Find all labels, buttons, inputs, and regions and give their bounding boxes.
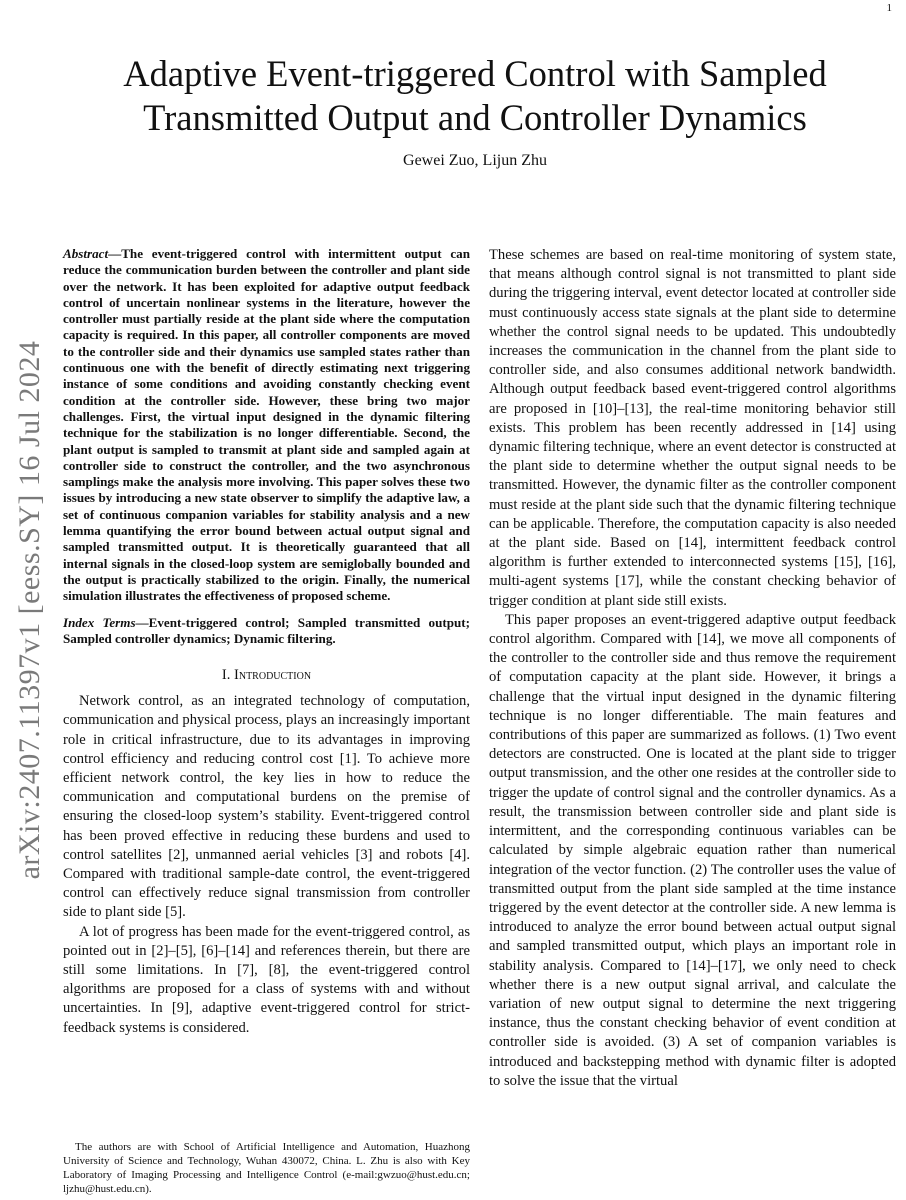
abstract-label: Abstract <box>63 246 109 261</box>
paper-title-line-1: Adaptive Event-triggered Control with Sampled <box>123 53 827 94</box>
intro-paragraph-4: This paper proposes an event-triggered adaptive output feedback control algorithm. Compared with [14], we move all components of the controller to the controller side and thus remove the requirement of computation capacity at the plant side. However, it brings a challenge that the virtual input designed in the dynamic filtering technique is no longer differentiable. The main features and contributions of this paper are summarized as follows. (1) Two event detectors are constructed. One is located at the plant side to trigger output transmission, and the other one resides at the controller side to trigger the update of control signal and the controller dynamics. As a result, the transmission between controller side and plant side is intermittent, and the corresponding continuous variables can be calculated by simple algebraic equation rather than numerical integration of the vector function. (2) The controller uses the value of transmitted output from the plant side sampled at the time instance triggered by the event detector at the controller side. A new lemma is introduced to analyze the error bound between actual output signal and sampled transmitted output, which plays an important role in stability analysis. Compared to [14]–[17], we only need to check whether there is a new output signal arrival, and calculate the variation of new output signal to determine the next triggering instance, thus the constant checking behavior of event condition at controller side is avoided. (3) A set of companion variables is introduced and backstepping method with dynamic filter is adopted to solve the issue that the virtual <box>489 611 896 1089</box>
intro-paragraph-1: Network control, as an integrated technology of computation, communication and physical process, plays an increasingly important role in critical infrastructure, due to its advantages in improving control efficiency and reducing control cost [1]. To achieve more efficient network control, the key lies in how to reduce the communication and computational burdens on the premise of ensuring the closed-loop system’s stability. Event-triggered control has been proved effective in reducing these burdens and used to control satellites [2], unmanned aerial vehicles [3] and robots [4]. Compared with traditional sample-date control, the event-triggered control can effectively reduce signal transmission from controller side to plant side [5]. <box>63 693 470 921</box>
abstract-text: —The event-triggered control with intermittent output can reduce the communication burden between the controller and plant side over the network. It has been exploited for adaptive output feedback control of uncertain nonlinear systems in the literature, however the controller must partially reside at the plant side where the computation capacity is required. In this paper, all controller components are moved to the controller side and their dynamics use sampled states rather than continuous one with the benefit of directly estimating next triggering instance of some conditions and avoiding constantly checking event condition at the controller side. However, these bring two major challenges. First, the virtual input designed in the dynamic filtering technique for the stabilization is no longer differentiable. Second, the plant output is sampled to transmit at plant side and sampled again at controller side to construct the controller, and the two asynchronous samplings make the analysis more involving. This paper solves these two issues by introducing a new state observer to simplify the adaptive law, a set of continuous companion variables for stability analysis and a new lemma quantifying the error bound between actual output signal and sampled transmitted output. It is theoretically guaranteed that all internal signals in the closed-loop system are semiglobally bounded and the output is practically stabilized to the origin. Finally, the numerical simulation illustrates the effectiveness of proposed scheme. <box>63 246 470 604</box>
paper-title-line-2: Transmitted Output and Controller Dynamics <box>143 97 807 138</box>
abstract <box>63 246 470 605</box>
section-number: I. <box>221 667 235 684</box>
paper-title <box>60 52 890 140</box>
page-number: 1 <box>886 2 892 14</box>
section-title: Introduction <box>234 667 312 684</box>
index-terms <box>63 615 470 648</box>
author-affiliation-footnote: The authors are with School of Artificial Intelligence and Automation, Huazhong University of Science and Technology, Wuhan 430072, China. L. Zhu is also with Key Laboratory of Imaging Processing and Intelligence Control (e-mail:gwzuo@hust.edu.cn; ljzhu@hust.edu.cn). <box>63 1141 470 1195</box>
index-terms-text: —Event-triggered control; Sampled transmitted output; Sampled controller dynamics; Dynamic filtering. <box>63 614 471 646</box>
author-list: Gewei Zuo, Lijun Zhu <box>403 152 547 169</box>
index-terms-label: Index Terms <box>63 614 136 630</box>
intro-paragraph-3: These schemes are based on real-time monitoring of system state, that means although control signal is not transmitted to plant side during the triggering interval, event detector located at controller side must continuously access state signals at the plant side to determine whether the control signal needs to be updated. This undoubtedly increases the communication in the channel from the plant side to controller side, and also consumes additional network bandwidth. Although output feedback based event-triggered control algorithms are proposed in [10]–[13], the real-time monitoring behavior still exists. This problem has been recently addressed in [14] using dynamic filtering technique, where an event detector is constructed at the plant side to determine whether the output signal needs to be transmitted. However, the dynamic filter as the controller component must reside at the plant side such that the dynamic filtering technique can be applicable. Therefore, the computation capacity is also needed at the plant side. Based on [14], intermittent feedback control algorithm is further extended to interconnected systems [15], [16], multi-agent systems [17], while the constant checking behavior of trigger condition at plant side still exists. <box>489 247 896 609</box>
arxiv-identifier-stamp: arXiv:2407.11397v1 [eess.SY] 16 Jul 2024 <box>13 340 46 880</box>
intro-paragraph-2: A lot of progress has been made for the event-triggered control, as pointed out in [2]–[5], [6]–[14] and references therein, but there are still some limitations. In [7], [8], the event-triggered control algorithms are proposed for a class of systems with and without uncertainties. In [9], adaptive event-triggered control for strict-feedback systems is considered. <box>63 923 470 1036</box>
left-column <box>63 246 470 1038</box>
section-heading-introduction <box>63 667 470 684</box>
right-column <box>489 246 896 1091</box>
